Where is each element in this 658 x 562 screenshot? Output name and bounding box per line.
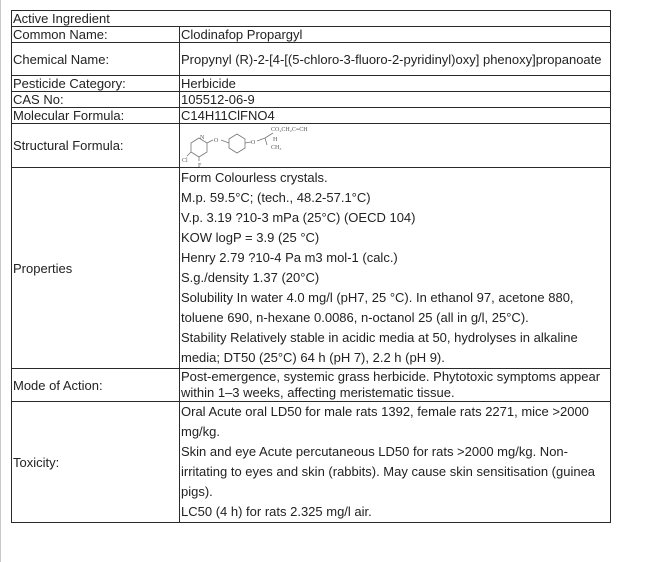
toxicity-oral: Oral Acute oral LD50 for male rats 1392, female rats 2271, mice >2000 mg/kg. [181,404,589,439]
row-chemical-name [12,43,611,76]
ester-group-label: CO₂CH₂C≡CH [271,126,308,133]
row-structural-formula [12,124,611,168]
pesticide-category-value: Herbicide [180,76,611,92]
n-atom-label: N [200,134,205,141]
h-atom-label: H [273,136,278,143]
oxygen-label-1: O [214,137,219,144]
fluorine-label: F [198,162,202,167]
cas-no-label: CAS No: [12,92,180,108]
row-common-name [12,27,611,43]
property-henry: Henry 2.79 ?10-4 Pa m3 mol-1 (calc.) [181,250,398,265]
cas-no-value: 105512-06-9 [180,92,611,108]
toxicity-skin-eye: Skin and eye Acute percutaneous LD50 for rats >2000 mg/kg. Non-irritating to eyes and skin (rabbits). May cause skin sensitisation (guinea pigs). [181,444,596,499]
pesticide-category-label: Pesticide Category: [12,76,180,92]
common-name-value: Clodinafop Propargyl [180,27,611,43]
property-density: S.g./density 1.37 (20°C) [181,270,320,285]
row-molecular-formula [12,108,611,124]
row-toxicity [12,402,611,523]
oxygen-label-2: O [251,139,256,146]
active-ingredient-table [11,10,611,523]
property-form: Form Colourless crystals. [181,170,328,185]
property-vapor-pressure: V.p. 3.19 ?10-3 mPa (25°C) (OECD 104) [181,210,416,225]
properties-label: Properties [12,168,180,369]
row-cas-no [12,92,611,108]
header-row [12,11,611,27]
row-properties [12,168,611,369]
table-header: Active Ingredient [12,11,611,27]
property-melting-point: M.p. 59.5°C; (tech., 48.2-57.1°C) [181,190,371,205]
toxicity-label: Toxicity: [12,402,180,523]
molecular-formula-label: Molecular Formula: [12,108,180,124]
toxicity-value [180,402,611,523]
toxicity-inhalation: LC50 (4 h) for rats 2.325 mg/l air. [181,504,372,519]
molecular-formula-value: C14H11ClFNO4 [180,108,611,124]
row-mode-of-action [12,369,611,402]
mode-of-action-label: Mode of Action: [12,369,180,402]
structural-formula-image [181,125,331,167]
property-stability: Stability Relatively stable in acidic media at 50, hydrolyses in alkaline media; DT50 (25°C) 64 h (pH 7), 2.2 h (pH 9). [181,330,578,365]
ch3-label: CH₃ [271,144,282,151]
property-kow: KOW logP = 3.9 (25 °C) [181,230,320,245]
properties-value [180,168,611,369]
property-solubility: Solubility In water 4.0 mg/l (pH7, 25 °C). In ethanol 97, acetone 880, toluene 690, n-hexane 0.0086, n-octanol 25 (all in g/l, 25°C). [181,290,574,325]
mode-of-action-value: Post-emergence, systemic grass herbicide. Phytotoxic symptoms appear within 1–3 weeks, affecting meristematic tissue. [180,369,611,402]
chlorine-label: Cl [182,157,188,164]
chemical-name-value: Propynyl (R)-2-[4-[(5-chloro-3-fluoro-2-pyridinyl)oxy] phenoxy]propanoate [180,43,611,76]
structural-formula-label: Structural Formula: [12,124,180,168]
structural-formula-cell [180,124,611,168]
left-border-line [0,0,1,562]
chemical-name-label: Chemical Name: [12,43,180,76]
row-pesticide-category [12,76,611,92]
common-name-label: Common Name: [12,27,180,43]
